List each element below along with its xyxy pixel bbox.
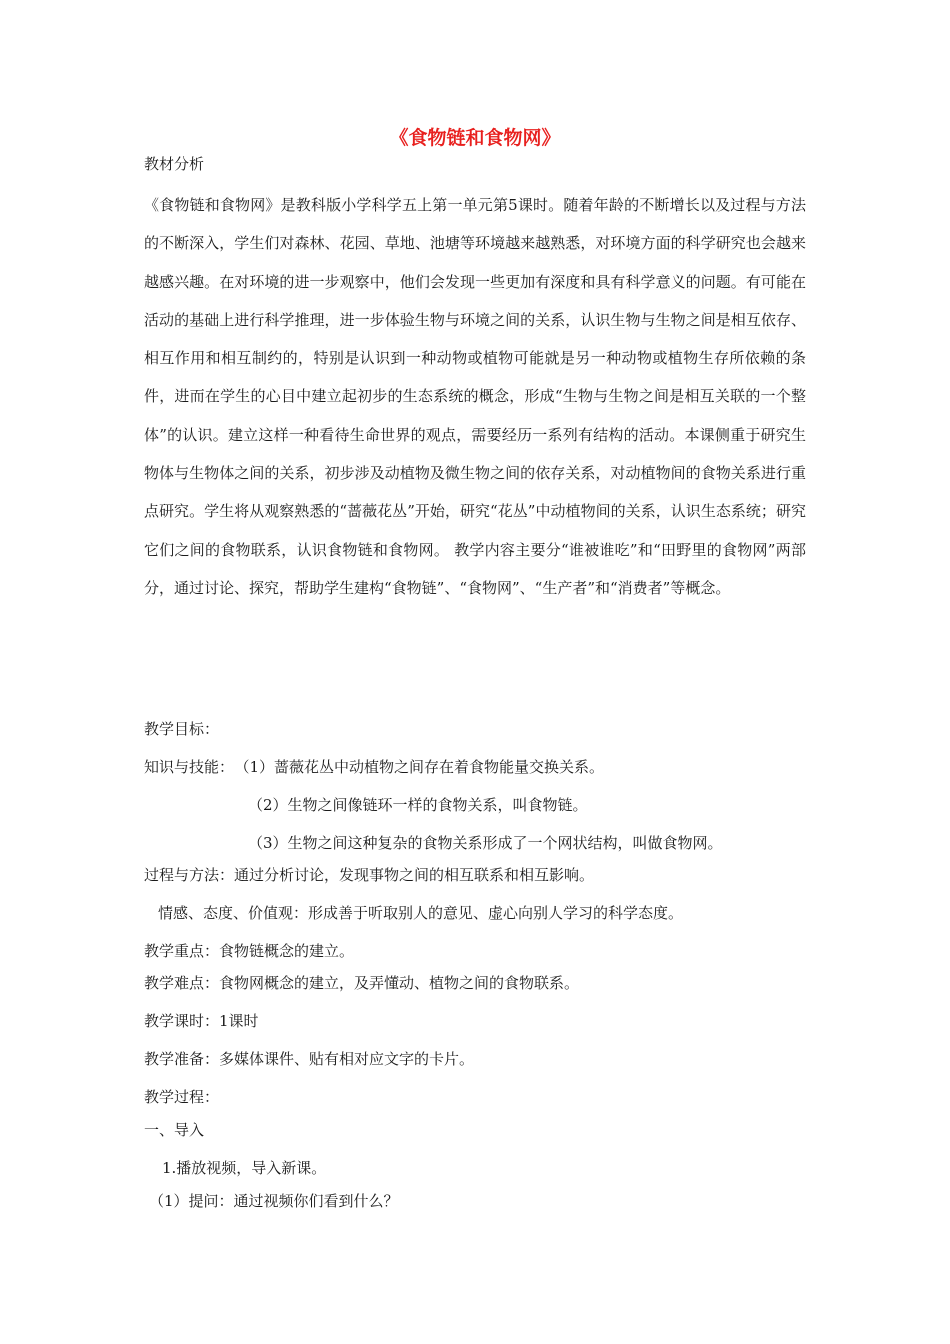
knowledge-item-2: （2）生物之间像链环一样的食物关系，叫食物链。: [248, 796, 588, 814]
key-point-line: 教学重点：食物链概念的建立。: [144, 942, 355, 960]
analysis-paragraph: 《食物链和食物网》是教科版小学科学五上第一单元第5课时。随着年龄的不断增长以及过程与方法的不断深入，学生们对森林、花园、草地、池塘等环境越来越熟悉，对环境方面的科学研究也会越来越感兴趣。在对环境的进一步观察中，他们会发现一些更加有深度和具有科学意义的问题。有可能在活动的基础上进行科学推理，进一步体验生物与环境之间的关系，认识生物与生物之间是相互依存、相互作用和相互制约的，特别是认识到一种动物或植物可能就是另一种动物或植物生存所依赖的条件，进而在学生的心目中建立起初步的生态系统的概念，形成“生物与生物之间是相互关联的一个整体”的认识。建立这样一种看待生命世界的观点，需要经历一系列有结构的活动。本课侧重于研究生物体与生物体之间的关系，初步涉及动植物及微生物之间的依存关系，对动植物间的食物关系进行重点研究。学生将从观察熟悉的“蔷薇花丛”开始，研究“花丛”中动植物间的关系，认识生态系统；研究它们之间的食物联系，认识食物链和食物网。 教学内容主要分“谁被谁吃”和“田野里的食物网”两部分，通过讨论、探究，帮助学生建构“食物链”、“食物网”、“生产者”和“消费者”等概念。: [144, 196, 806, 597]
goals-heading: 教学目标：: [144, 720, 220, 738]
difficulty-line: 教学难点：食物网概念的建立，及弄懂动、植物之间的食物联系。: [144, 974, 580, 992]
knowledge-skill-label: 知识与技能：: [144, 758, 235, 776]
document-title: 《食物链和食物网》: [389, 127, 561, 149]
analysis-heading: 教材分析: [144, 155, 205, 173]
process-heading: 教学过程：: [144, 1088, 220, 1106]
step-one-line: 1.播放视频，导入新课。: [162, 1159, 327, 1177]
class-hours-line: 教学课时：1课时: [144, 1012, 259, 1030]
knowledge-item-3: （3）生物之间这种复杂的食物关系形成了一个网状结构，叫做食物网。: [248, 834, 723, 852]
preparation-line: 教学准备：多媒体课件、贴有相对应文字的卡片。: [144, 1050, 475, 1068]
question-one-line: （1）提问：通过视频你们看到什么？: [149, 1192, 399, 1210]
knowledge-skill-line: [144, 756, 604, 778]
knowledge-item-1: （1）蔷薇花丛中动植物之间存在着食物能量交换关系。: [242, 758, 605, 776]
process-method-line: 过程与方法：通过分析讨论，发现事物之间的相互联系和相互影响。: [144, 866, 595, 884]
emotion-attitude-line: 情感、态度、价值观：形成善于听取别人的意见、虚心向别人学习的科学态度。: [158, 904, 684, 922]
section-one-heading: 一、导入: [144, 1121, 205, 1139]
